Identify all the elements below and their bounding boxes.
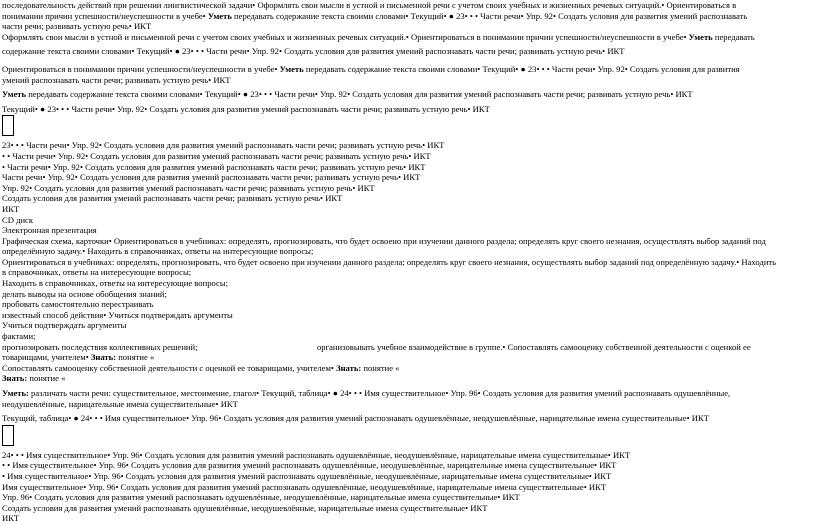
text-line: Части речи• Упр. 92• Создать условия для развития умений распознавать части речи; развивать устную речь• ИКТ bbox=[2, 172, 421, 183]
text-line: прогнозировать последствия коллективных решений; bbox=[2, 341, 198, 352]
text-line: Находить в справочниках, ответы на интересующие вопросы; bbox=[2, 278, 228, 289]
bold-term: Знать: bbox=[90, 352, 117, 363]
text-line: 23• • • Части речи• Упр. 92• Создать условия для развития умений распознавать части речи; развивать устную речь• ИКТ bbox=[2, 140, 445, 151]
text-line bbox=[2, 89, 814, 100]
text-span: передавать bbox=[712, 31, 755, 42]
text-line: пробовать самостоятельно перестраивать bbox=[2, 299, 154, 310]
text-line bbox=[2, 388, 814, 399]
text-span: понятие « bbox=[361, 362, 400, 373]
text-line: • Части речи• Упр. 92• Создать условия для развития умений распознавать части речи; развивать устную речь• ИКТ bbox=[2, 161, 426, 172]
text-line: определённую задачу.• Находить в справочниках, ответы на интересующие вопросы; bbox=[2, 246, 314, 257]
text-line: Создать условия для развития умений распознавать одушевлённые, неодушевлённые, нарицательные имена существительные• ИКТ bbox=[2, 502, 488, 513]
text-line: в справочниках, ответы на интересующие вопросы; bbox=[2, 267, 192, 278]
bold-term: Уметь: bbox=[2, 388, 29, 398]
text-line bbox=[2, 363, 814, 374]
text-line: делать выводы на основе обобщения знаний; bbox=[2, 288, 167, 299]
empty-cell-box bbox=[2, 115, 14, 136]
text-line: умений распознавать части речи; развивать устную речь• ИКТ bbox=[2, 74, 231, 85]
text-line: • • Части речи• Упр. 92• Создать условия для развития умений распознавать части речи; развивать устную речь• ИКТ bbox=[2, 150, 431, 161]
text-span: Оформлять свои мысли в устной и письменной речи с учетом своих учебных и жизненных речевых ситуаций.• Ориентироваться в понимании причин успешности/неуспешности в учебе• bbox=[2, 31, 689, 42]
text-line bbox=[2, 373, 814, 384]
bold-term: Уметь bbox=[688, 31, 713, 42]
text-line: Упр. 92• Создать условия для развития умений распознавать части речи; развивать устную речь• ИКТ bbox=[2, 182, 375, 193]
text-line: ИКТ bbox=[2, 513, 20, 524]
bold-term: Уметь bbox=[207, 10, 232, 21]
text-line: ИКТ bbox=[2, 203, 20, 214]
text-line: Ориентироваться в учебниках: определять, прогнозировать, что будет освоено при изучении данного раздела; определять круг своего незнания, осуществлять выбор заданий под определённую задачу.• Находить bbox=[2, 256, 777, 267]
text-line: Упр. 96• Создать условия для развития умений распознавать одушевлённые, неодушевлённые, нарицательные имена существительные• ИКТ bbox=[2, 492, 520, 503]
text-line bbox=[2, 352, 814, 363]
text-span: товарищами, учителем• bbox=[2, 352, 91, 363]
text-line: неодушевлённые, нарицательные имена существительные• ИКТ bbox=[2, 398, 238, 409]
text-line: Имя существительное• Упр. 96• Создать условия для развития умений распознавать одушевлённые, неодушевлённые, нарицательные имена существительные• ИКТ bbox=[2, 481, 607, 492]
text-line bbox=[2, 64, 814, 75]
text-span: понимании причин успешности/неуспешности в учебе• bbox=[2, 10, 208, 21]
text-line: организовывать учебное взаимодействие в группе.• Сопоставлять самооценку собственной деятельности с оценкой ее bbox=[317, 341, 751, 352]
text-span: передавать содержание текста своими словами• Текущий• ● 23• • • Части речи• Упр. 92• Создать условия для развития умений распознавать bbox=[231, 10, 748, 21]
empty-cell-box bbox=[2, 425, 14, 446]
two-column-row bbox=[2, 342, 814, 353]
text-span: понятие « bbox=[27, 373, 66, 384]
text-span: Сопоставлять самооценку собственной деятельности с оценкой ее товарищами, учителем• bbox=[2, 362, 337, 373]
text-line: Текущий, таблица• ● 24• • • Имя существительное• Упр. 96• Создать условия для развития умений распознавать одушевлённые, неодушевлённые, нарицательные имена существительные• ИКТ bbox=[2, 413, 709, 424]
text-line: известный способ действия• Учиться подтверждать аргументы bbox=[2, 309, 233, 320]
bold-term: Знать: bbox=[2, 373, 28, 384]
text-line: Текущий• ● 23• • • Части речи• Упр. 92• Создать условия для развития умений распознавать части речи; развивать устную речь• ИКТ bbox=[2, 103, 490, 114]
text-span: различать части речи: существительное, местоимение, глагол• Текущий, таблица• ● 24• • • Имя существительное• Упр. 96• Создать условия для развития умений распознавать одушевлённые, bbox=[28, 388, 731, 398]
bold-term: Уметь bbox=[279, 63, 304, 74]
text-span: передавать содержание текста своими словами• Текущий• ● 23• • • Части речи• Упр. 92• Создать условия для развития bbox=[303, 63, 740, 74]
text-line bbox=[2, 32, 814, 43]
text-line: содержание текста своими словами• Текущий• ● 23• • • Части речи• Упр. 92• Создать условия для развития умений распознавать части речи; развивать устную речь• ИКТ bbox=[2, 46, 625, 57]
text-line: • • Имя существительное• Упр. 96• Создать условия для развития умений распознавать одушевлённые, неодушевлённые, нарицательные имена существительные• ИКТ bbox=[2, 460, 617, 471]
text-span: Ориентироваться в понимании причин успешности/неуспешности в учебе• bbox=[2, 63, 280, 74]
text-line: части речи; развивать устную речь• ИКТ bbox=[2, 21, 152, 32]
text-span: передавать содержание текста своими словами• Текущий• ● 23• • • Части речи• Упр. 92• Создать условия для развития умений распознавать части речи; развивать устную речь• ИКТ bbox=[26, 89, 693, 100]
text-line: Создать условия для развития умений распознавать части речи; развивать устную речь• ИКТ bbox=[2, 193, 343, 204]
text-line: последовательность действий при решении лингвистической задачи• Оформлять свои мысли в устной и письменной речи с учетом своих учебных и жизненных речевых ситуаций.• Ориентироваться в bbox=[2, 0, 737, 10]
text-line: Графическая схема, карточки• Ориентироваться в учебниках: определять, прогнозировать, что будет освоено при изучении данного раздела; определять круг своего незнания, осуществлять выбор заданий под bbox=[2, 235, 766, 246]
bold-term: Знать: bbox=[336, 362, 362, 373]
text-line: фактами; bbox=[2, 331, 36, 342]
text-line: 24• • • Имя существительное• Упр. 96• Создать условия для развития умений распознавать одушевлённые, неодушевлённые, нарицательные имена существительные• ИКТ bbox=[2, 449, 631, 460]
text-line: Электронная презентация bbox=[2, 225, 97, 236]
text-line: CD диск bbox=[2, 214, 34, 225]
bold-term: Уметь bbox=[2, 89, 27, 100]
text-span: понятие « bbox=[116, 352, 155, 363]
text-line: Учиться подтверждать аргументы bbox=[2, 320, 127, 331]
text-line bbox=[2, 11, 814, 22]
text-line: • Имя существительное• Упр. 96• Создать условия для развития умений распознавать одушевлённые, неодушевлённые, нарицательные имена существительные• ИКТ bbox=[2, 470, 612, 481]
